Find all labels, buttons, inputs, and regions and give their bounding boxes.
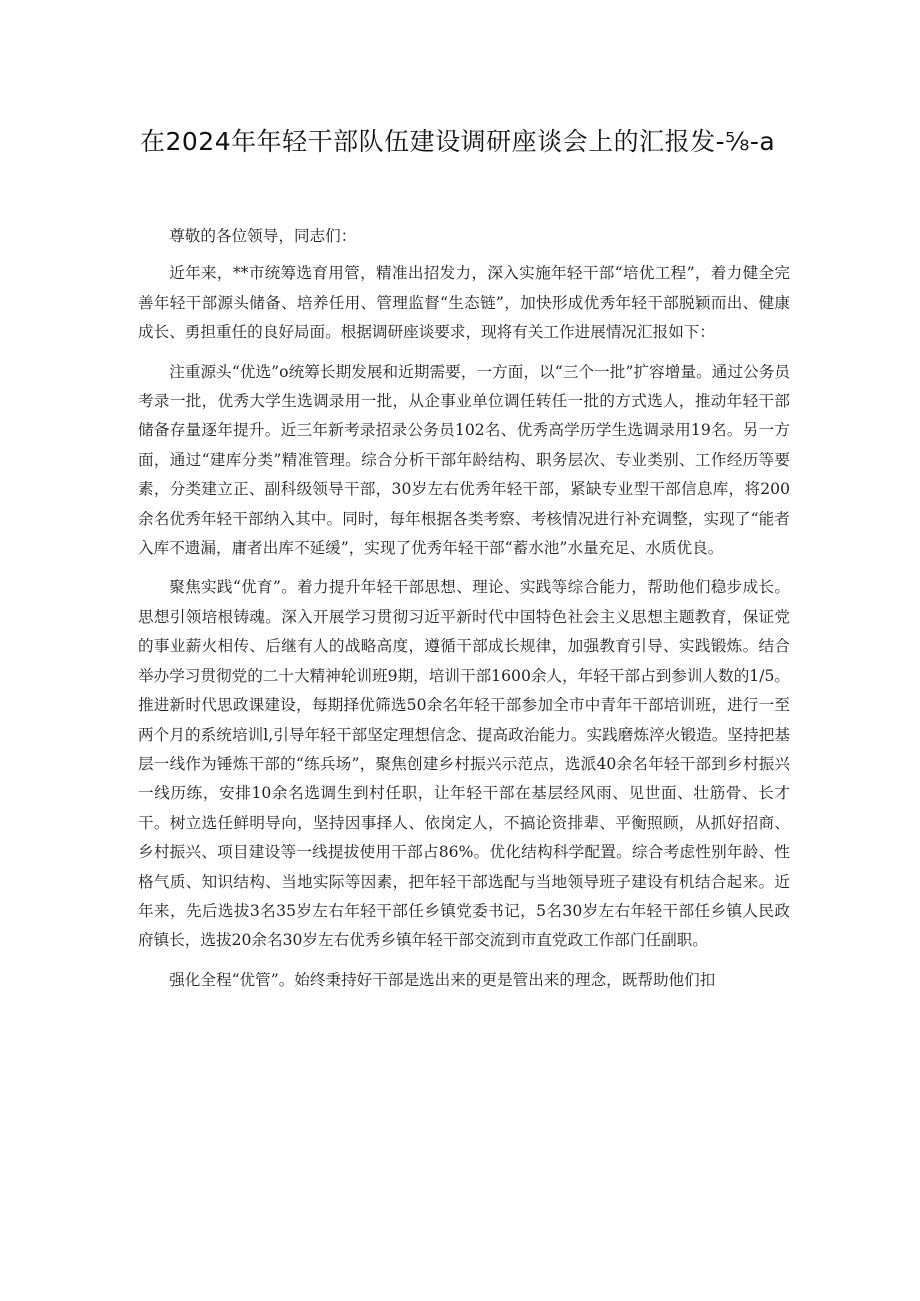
document-title: 在2024年年轻干部队伍建设调研座谈会上的汇报发-⅝-a [140, 127, 776, 156]
paragraph-full-management: 强化全程“优管”。始终秉持好干部是选出来的更是管出来的理念，既帮助他们扣 [169, 970, 716, 989]
paragraph-greeting: 尊敬的各位领导，同志们： [169, 227, 357, 245]
paragraph-intro: 近年来，**市统筹选育用管，精准出招发力，深入实施年轻干部“培优工程”，着力健全完善年轻干部源头储备、培养任用、管理监督“生态链”，加快形成优秀年轻干部脱颖而出、健康成长、勇担重任的良好局面。根据调研座谈要求，现将有关工作进展情况汇报如下： [138, 264, 790, 342]
document-body [138, 222, 790, 1005]
paragraph-source-selection: 注重源头“优选”o统筹长期发展和近期需要，一方面，以“三个一批”扩容增量。通过公务员考录一批，优秀大学生选调录用一批，从企事业单位调任转任一批的方式选人，推动年轻干部储备存量逐年提升。近三年新考录招录公务员102名、优秀高学历学生选调录用19名。另一方面，通过“建库分类”精准管理。综合分析干部年龄结构、职务层次、专业类别、工作经历等要素，分类建立正、副科级领导干部，30岁左右优秀年轻干部，紧缺专业型干部信息库，将200余名优秀年轻干部纳入其中。同时，每年根据各类考察、考核情况进行补充调整，实现了“能者入库不遗漏，庸者出库不延缓”，实现了优秀年轻干部“蓄水池”水量充足、水质优良。 [138, 362, 790, 558]
paragraph-practice-cultivation: 聚焦实践“优育”。着力提升年轻干部思想、理论、实践等综合能力，帮助他们稳步成长。思想引领培根铸魂。深入开展学习贯彻习近平新时代中国特色社会主义思想主题教育，保证党的事业薪火相传、后继有人的战略高度，遵循干部成长规律，加强教育引导、实践锻炼。结合举办学习贯彻党的二十大精神轮训班9期，培训干部1600余人，年轻干部占到参训人数的1/5。推进新时代思政课建设，每期择优筛选50余名年轻干部参加全市中青年干部培训班，进行一至两个月的系统培训l,引导年轻干部坚定理想信念、提高政治能力。实践磨炼淬火锻造。坚持把基层一线作为锤炼干部的“练兵场”，聚焦创建乡村振兴示范点，选派40余名年轻干部到乡村振兴一线历练，安排10余名选调生到村任职，让年轻干部在基层经风雨、见世面、壮筋骨、长才干。树立选任鲜明导向，坚持因事择人、依岗定人，不搞论资排辈、平衡照顾，从抓好招商、乡村振兴、项目建设等一线提拔使用干部占86%。优化结构科学配置。综合考虑性别年龄、性格气质、知识结构、当地实际等因素，把年轻干部选配与当地领导班子建设有机结合起来。近年来，先后选拔3名35岁左右年轻干部任乡镇党委书记，5名30岁左右年轻干部任乡镇人民政府镇长，选拔20余名30岁左右优秀乡镇年轻干部交流到市直党政工作部门任副职。 [138, 578, 790, 950]
